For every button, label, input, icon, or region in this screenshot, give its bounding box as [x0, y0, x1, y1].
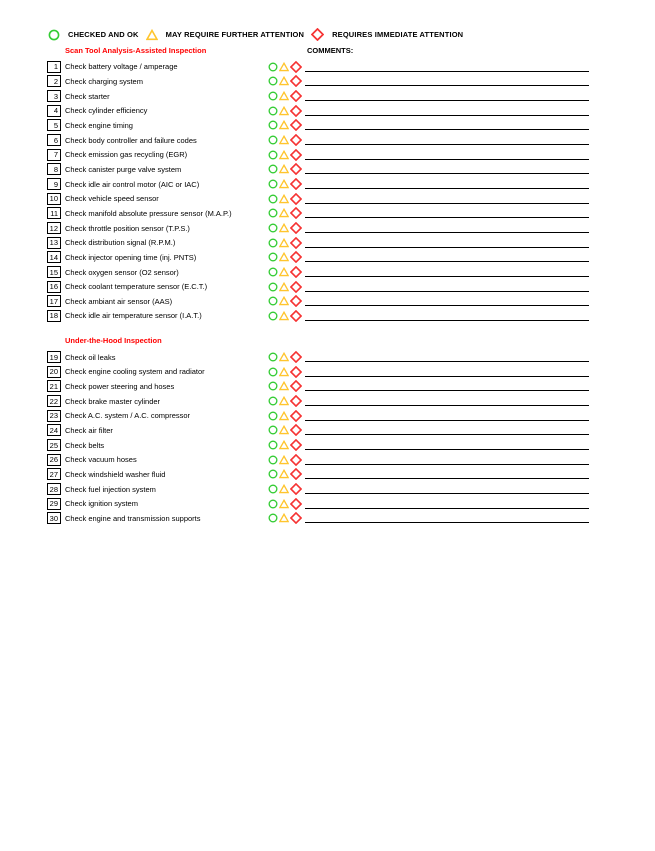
danger-diamond-icon[interactable]: [290, 424, 302, 436]
item-label: Check throttle position sensor (T.P.S.): [65, 223, 190, 233]
item-label: Check engine cooling system and radiator: [65, 367, 205, 377]
ok-circle-icon[interactable]: [268, 282, 278, 292]
status-marks: [268, 162, 589, 177]
item-number: 12: [47, 222, 61, 234]
ok-circle-icon[interactable]: [268, 223, 278, 233]
status-marks: [268, 309, 589, 324]
status-marks: [268, 235, 589, 250]
ok-circle-icon[interactable]: [268, 238, 278, 248]
comment-line[interactable]: [305, 62, 589, 72]
item-number: 4: [47, 105, 61, 117]
comment-line[interactable]: [305, 296, 589, 306]
item-label: Check battery voltage / amperage: [65, 62, 178, 72]
checklist-row: [47, 350, 589, 365]
danger-diamond-icon[interactable]: [290, 410, 302, 422]
checklist-row: [47, 438, 589, 453]
checklist-row: [47, 177, 589, 192]
warning-triangle-icon[interactable]: [279, 411, 289, 421]
legend-label: CHECKED AND OK: [68, 30, 139, 39]
legend-label: MAY REQUIRE FURTHER ATTENTION: [165, 30, 305, 39]
checklist-row: [47, 294, 589, 309]
item-number: 28: [47, 483, 61, 495]
item-label: Check oil leaks: [65, 352, 116, 362]
danger-diamond-icon[interactable]: [290, 105, 302, 117]
checklist-row: [47, 511, 589, 526]
danger-diamond-icon[interactable]: [290, 468, 302, 480]
item-label: Check vehicle speed sensor: [65, 194, 159, 204]
warning-triangle-icon[interactable]: [279, 223, 289, 233]
item-label: Check power steering and hoses: [65, 381, 175, 391]
comment-line[interactable]: [305, 367, 589, 377]
danger-diamond-icon[interactable]: [290, 207, 302, 219]
item-number: 7: [47, 149, 61, 161]
section-title: Under-the-Hood Inspection: [65, 336, 162, 346]
warning-triangle-icon[interactable]: [279, 150, 289, 160]
checklist-row: [47, 279, 589, 294]
comment-line[interactable]: [305, 396, 589, 406]
comment-line[interactable]: [305, 267, 589, 277]
checklist-section: [47, 334, 589, 525]
danger-diamond-icon[interactable]: [290, 380, 302, 392]
diamond-icon: [311, 28, 324, 41]
ok-circle-icon[interactable]: [268, 311, 278, 321]
warning-triangle-icon[interactable]: [279, 367, 289, 377]
comment-line[interactable]: [305, 164, 589, 174]
warning-triangle-icon[interactable]: [279, 311, 289, 321]
item-number: 8: [47, 163, 61, 175]
item-label: Check brake master cylinder: [65, 396, 161, 406]
item-number: 27: [47, 468, 61, 480]
section-header: [47, 44, 589, 60]
checklist-section: [47, 44, 589, 323]
checklist-row: [47, 103, 589, 118]
item-number: 14: [47, 251, 61, 263]
status-legend: [48, 28, 470, 41]
item-label: Check body controller and failure codes: [65, 135, 197, 145]
warning-triangle-icon[interactable]: [279, 267, 289, 277]
danger-diamond-icon[interactable]: [290, 483, 302, 495]
item-label: Check charging system: [65, 76, 143, 86]
comment-line[interactable]: [305, 513, 589, 523]
checklist-row: [47, 206, 589, 221]
item-number: 16: [47, 281, 61, 293]
comment-line[interactable]: [305, 194, 589, 204]
comment-line[interactable]: [305, 381, 589, 391]
checklist-row: [47, 250, 589, 265]
item-label: Check coolant temperature sensor (E.C.T.): [65, 282, 208, 292]
danger-diamond-icon[interactable]: [290, 134, 302, 146]
warning-triangle-icon[interactable]: [279, 513, 289, 523]
item-label: Check manifold absolute pressure sensor (M.A.P.): [65, 208, 232, 218]
status-marks: [268, 191, 589, 206]
status-marks: [268, 250, 589, 265]
item-label: Check air filter: [65, 425, 113, 435]
ok-circle-icon[interactable]: [268, 396, 278, 406]
warning-triangle-icon[interactable]: [279, 252, 289, 262]
checklist-row: [47, 118, 589, 133]
ok-circle-icon[interactable]: [268, 296, 278, 306]
item-number: 10: [47, 193, 61, 205]
warning-triangle-icon[interactable]: [279, 91, 289, 101]
ok-circle-icon[interactable]: [268, 106, 278, 116]
checklist-row: [47, 379, 589, 394]
comments-header: COMMENTS:: [307, 46, 354, 55]
ok-circle-icon[interactable]: [268, 267, 278, 277]
comment-line[interactable]: [305, 484, 589, 494]
comment-line[interactable]: [305, 282, 589, 292]
warning-triangle-icon[interactable]: [279, 164, 289, 174]
ok-circle-icon[interactable]: [268, 179, 278, 189]
legend-item: [48, 29, 139, 41]
checklist-row: [47, 235, 589, 250]
status-marks: [268, 147, 589, 162]
comment-line[interactable]: [305, 179, 589, 189]
section-header: [47, 334, 589, 350]
item-number: 22: [47, 395, 61, 407]
checklist-row: [47, 89, 589, 104]
status-marks: [268, 350, 589, 365]
danger-diamond-icon[interactable]: [290, 222, 302, 234]
status-marks: [268, 423, 589, 438]
status-marks: [268, 103, 589, 118]
checklist-row: [47, 221, 589, 236]
legend-item: [311, 28, 463, 41]
item-label: Check cylinder efficiency: [65, 106, 148, 116]
checklist-content: [47, 44, 589, 526]
danger-diamond-icon[interactable]: [290, 149, 302, 161]
status-marks: [268, 452, 589, 467]
danger-diamond-icon[interactable]: [290, 61, 302, 73]
item-number: 30: [47, 512, 61, 524]
ok-circle-icon[interactable]: [268, 252, 278, 262]
danger-diamond-icon[interactable]: [290, 193, 302, 205]
status-marks: [268, 118, 589, 133]
warning-triangle-icon[interactable]: [279, 135, 289, 145]
warning-triangle-icon[interactable]: [279, 120, 289, 130]
danger-diamond-icon[interactable]: [290, 512, 302, 524]
item-label: Check canister purge valve system: [65, 164, 182, 174]
item-number: 20: [47, 366, 61, 378]
checklist-row: [47, 74, 589, 89]
ok-circle-icon[interactable]: [268, 352, 278, 362]
comment-line[interactable]: [305, 120, 589, 130]
item-label: Check distribution signal (R.P.M.): [65, 238, 176, 248]
ok-circle-icon[interactable]: [268, 120, 278, 130]
status-marks: [268, 379, 589, 394]
status-marks: [268, 177, 589, 192]
comment-line[interactable]: [305, 252, 589, 262]
item-label: Check oxygen sensor (O2 sensor): [65, 267, 179, 277]
item-label: Check fuel injection system: [65, 484, 156, 494]
ok-circle-icon[interactable]: [268, 381, 278, 391]
warning-triangle-icon[interactable]: [279, 396, 289, 406]
item-number: 19: [47, 351, 61, 363]
warning-triangle-icon[interactable]: [279, 352, 289, 362]
item-number: 18: [47, 310, 61, 322]
warning-triangle-icon[interactable]: [279, 179, 289, 189]
ok-circle-icon[interactable]: [268, 150, 278, 160]
danger-diamond-icon[interactable]: [290, 266, 302, 278]
status-marks: [268, 394, 589, 409]
checklist-row: [47, 452, 589, 467]
section-rows: [47, 60, 589, 324]
item-label: Check belts: [65, 440, 105, 450]
ok-circle-icon[interactable]: [268, 135, 278, 145]
warning-triangle-icon[interactable]: [279, 484, 289, 494]
status-marks: [268, 364, 589, 379]
comment-line[interactable]: [305, 425, 589, 435]
ok-circle-icon[interactable]: [268, 425, 278, 435]
warning-triangle-icon[interactable]: [279, 282, 289, 292]
item-label: Check engine and transmission supports: [65, 513, 201, 523]
warning-triangle-icon[interactable]: [279, 62, 289, 72]
item-number: 29: [47, 498, 61, 510]
item-number: 13: [47, 237, 61, 249]
ok-circle-icon[interactable]: [268, 76, 278, 86]
item-label: Check vacuum hoses: [65, 455, 137, 465]
status-marks: [268, 438, 589, 453]
danger-diamond-icon[interactable]: [290, 281, 302, 293]
comment-line[interactable]: [305, 76, 589, 86]
legend-item: [146, 29, 305, 41]
ok-circle-icon[interactable]: [268, 484, 278, 494]
item-number: 25: [47, 439, 61, 451]
ok-circle-icon[interactable]: [268, 513, 278, 523]
comment-line[interactable]: [305, 440, 589, 450]
danger-diamond-icon[interactable]: [290, 178, 302, 190]
status-marks: [268, 89, 589, 104]
ok-circle-icon[interactable]: [268, 208, 278, 218]
comment-line[interactable]: [305, 499, 589, 509]
checklist-row: [47, 408, 589, 423]
checklist-row: [47, 133, 589, 148]
warning-triangle-icon[interactable]: [279, 238, 289, 248]
warning-triangle-icon[interactable]: [279, 440, 289, 450]
comment-line[interactable]: [305, 150, 589, 160]
item-label: Check engine timing: [65, 120, 133, 130]
checklist-row: [47, 60, 589, 75]
comment-line[interactable]: [305, 91, 589, 101]
checklist-row: [47, 482, 589, 497]
ok-circle-icon[interactable]: [268, 411, 278, 421]
item-number: 3: [47, 90, 61, 102]
item-label: Check idle air temperature sensor (I.A.T.): [65, 311, 202, 321]
danger-diamond-icon[interactable]: [290, 75, 302, 87]
checklist-row: [47, 364, 589, 379]
item-label: Check idle air control motor (AIC or IAC): [65, 179, 200, 189]
status-marks: [268, 133, 589, 148]
comment-line[interactable]: [305, 411, 589, 421]
danger-diamond-icon[interactable]: [290, 454, 302, 466]
item-label: Check ignition system: [65, 499, 138, 509]
checklist-row: [47, 423, 589, 438]
warning-triangle-icon[interactable]: [279, 208, 289, 218]
comment-line[interactable]: [305, 135, 589, 145]
comment-line[interactable]: [305, 106, 589, 116]
comment-line[interactable]: [305, 238, 589, 248]
ok-circle-icon[interactable]: [268, 455, 278, 465]
item-number: 21: [47, 380, 61, 392]
checklist-row: [47, 265, 589, 280]
danger-diamond-icon[interactable]: [290, 439, 302, 451]
item-label: Check windshield washer fluid: [65, 469, 166, 479]
comment-line[interactable]: [305, 455, 589, 465]
item-number: 17: [47, 295, 61, 307]
warning-triangle-icon[interactable]: [279, 499, 289, 509]
status-marks: [268, 221, 589, 236]
ok-circle-icon[interactable]: [268, 91, 278, 101]
danger-diamond-icon[interactable]: [290, 251, 302, 263]
ok-circle-icon[interactable]: [268, 499, 278, 509]
item-label: Check emission gas recycling (EGR): [65, 150, 188, 160]
status-marks: [268, 482, 589, 497]
danger-diamond-icon[interactable]: [290, 366, 302, 378]
triangle-icon: [146, 29, 158, 41]
ok-circle-icon[interactable]: [268, 62, 278, 72]
item-number: 11: [47, 207, 61, 219]
checklist-row: [47, 309, 589, 324]
checklist-row: [47, 162, 589, 177]
item-number: 9: [47, 178, 61, 190]
danger-diamond-icon[interactable]: [290, 163, 302, 175]
ok-circle-icon[interactable]: [268, 194, 278, 204]
danger-diamond-icon[interactable]: [290, 90, 302, 102]
warning-triangle-icon[interactable]: [279, 296, 289, 306]
warning-triangle-icon[interactable]: [279, 469, 289, 479]
warning-triangle-icon[interactable]: [279, 106, 289, 116]
checklist-row: [47, 394, 589, 409]
status-marks: [268, 294, 589, 309]
danger-diamond-icon[interactable]: [290, 310, 302, 322]
section-title: Scan Tool Analysis-Assisted Inspection: [65, 46, 207, 55]
item-number: 26: [47, 454, 61, 466]
danger-diamond-icon[interactable]: [290, 119, 302, 131]
status-marks: [268, 60, 589, 75]
ok-circle-icon[interactable]: [268, 440, 278, 450]
status-marks: [268, 74, 589, 89]
legend-label: REQUIRES IMMEDIATE ATTENTION: [332, 30, 464, 39]
warning-triangle-icon[interactable]: [279, 425, 289, 435]
comment-line[interactable]: [305, 352, 589, 362]
checklist-row: [47, 191, 589, 206]
item-number: 15: [47, 266, 61, 278]
status-marks: [268, 408, 589, 423]
item-label: Check injector opening time (inj. PNTS): [65, 252, 197, 262]
danger-diamond-icon[interactable]: [290, 395, 302, 407]
danger-diamond-icon[interactable]: [290, 295, 302, 307]
checklist-row: [47, 496, 589, 511]
comment-line[interactable]: [305, 223, 589, 233]
comment-line[interactable]: [305, 469, 589, 479]
comment-line[interactable]: [305, 311, 589, 321]
status-marks: [268, 496, 589, 511]
warning-triangle-icon[interactable]: [279, 76, 289, 86]
status-marks: [268, 206, 589, 221]
checklist-row: [47, 467, 589, 482]
item-label: Check A.C. system / A.C. compressor: [65, 411, 191, 421]
status-marks: [268, 511, 589, 526]
checklist-row: [47, 147, 589, 162]
section-rows: [47, 350, 589, 526]
item-label: Check ambiant air sensor (AAS): [65, 296, 173, 306]
circle-icon: [48, 29, 60, 41]
ok-circle-icon[interactable]: [268, 164, 278, 174]
comment-line[interactable]: [305, 208, 589, 218]
danger-diamond-icon[interactable]: [290, 237, 302, 249]
item-number: 23: [47, 410, 61, 422]
warning-triangle-icon[interactable]: [279, 194, 289, 204]
item-number: 6: [47, 134, 61, 146]
warning-triangle-icon[interactable]: [279, 381, 289, 391]
item-label: Check starter: [65, 91, 110, 101]
item-number: 24: [47, 424, 61, 436]
danger-diamond-icon[interactable]: [290, 351, 302, 363]
danger-diamond-icon[interactable]: [290, 498, 302, 510]
item-number: 2: [47, 75, 61, 87]
status-marks: [268, 467, 589, 482]
warning-triangle-icon[interactable]: [279, 455, 289, 465]
status-marks: [268, 265, 589, 280]
ok-circle-icon[interactable]: [268, 367, 278, 377]
status-marks: [268, 279, 589, 294]
item-number: 1: [47, 61, 61, 73]
item-number: 5: [47, 119, 61, 131]
ok-circle-icon[interactable]: [268, 469, 278, 479]
